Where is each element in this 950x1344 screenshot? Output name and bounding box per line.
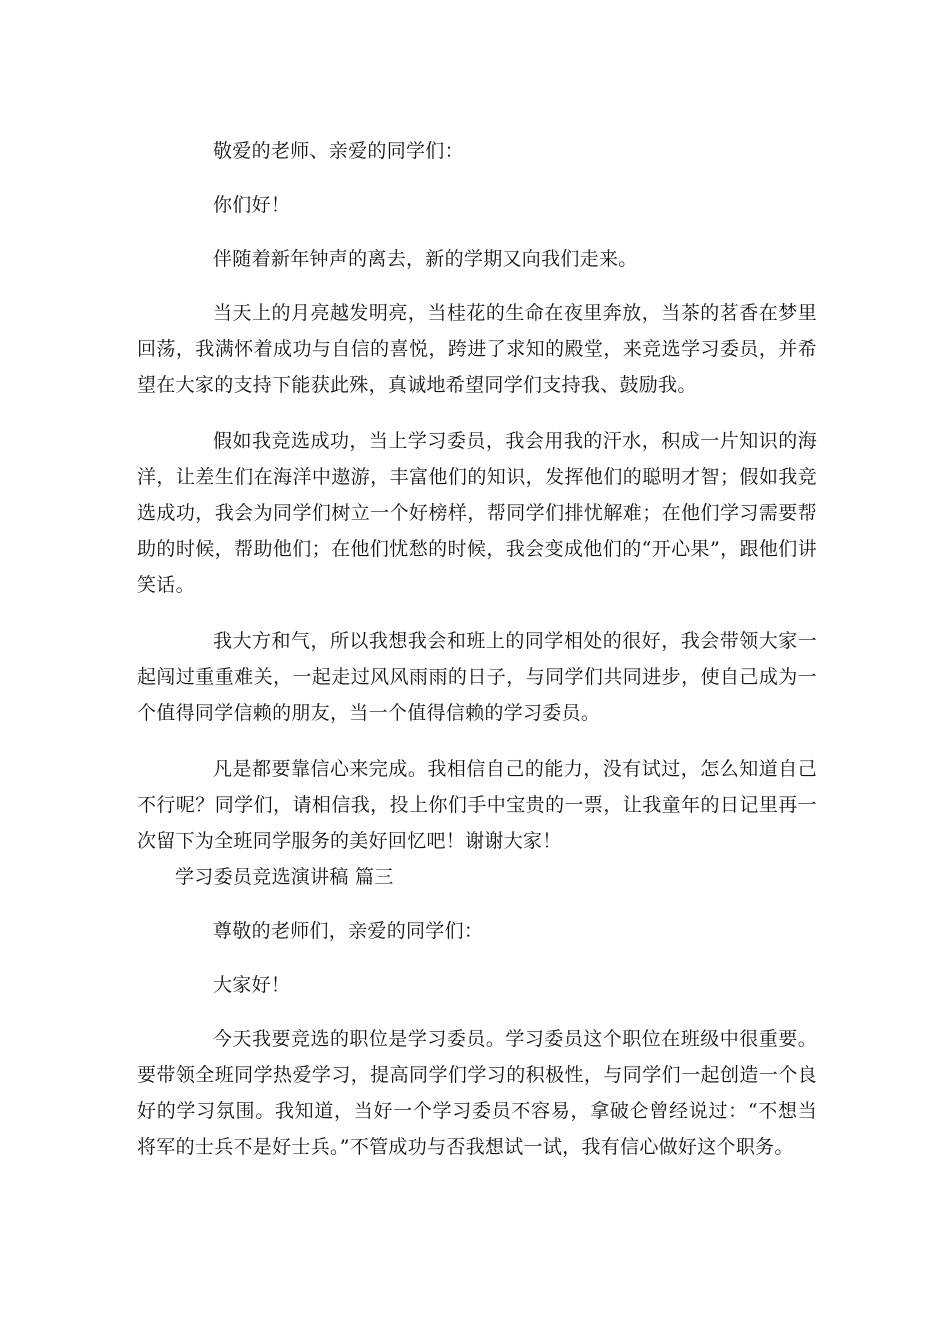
greeting: 你们好！ <box>213 194 291 216</box>
paragraph-intro: 伴随着新年钟声的离去，新的学期又向我们走来。 <box>213 248 638 270</box>
paragraph-5: 今天我要竞选的职位是学习委员。学习委员这个职位在班级中很重要。要带领全班同学热爱学习，提高同学们学习的积极性，与同学们一起创造一个良好的学习氛围。我知道，当好一个学习委员不容易，拿破仑曾经说过：“不想当将军的士兵不是好士兵。”不管成功与否我想试一试，我有信心做好这个职务。 <box>137 1028 817 1158</box>
salutation-2: 尊敬的老师们，亲爱的同学们： <box>213 920 484 942</box>
salutation: 敬爱的老师、亲爱的同学们： <box>213 140 464 162</box>
greeting-2: 大家好！ <box>213 974 291 996</box>
paragraph-4: 凡是都要靠信心来完成。我相信自己的能力，没有试过，怎么知道自己不行呢？同学们，请相信我，投上你们手中宝贵的一票，让我童年的日记里再一次留下为全班同学服务的美好回忆吧！谢谢大家！ <box>137 758 817 852</box>
section-heading: 学习委员竞选演讲稿 篇三 <box>175 866 394 888</box>
paragraph-3: 我大方和气，所以我想我会和班上的同学相处的很好，我会带领大家一起闯过重重难关，一起走过风风雨雨的日子，与同学们共同进步，使自己成为一个值得同学信赖的朋友，当一个值得信赖的学习委员。 <box>137 630 817 724</box>
document-body <box>137 133 817 1165</box>
paragraph-2: 假如我竞选成功，当上学习委员，我会用我的汗水，积成一片知识的海洋，让差生们在海洋中遨游，丰富他们的知识，发挥他们的聪明才智；假如我竞选成功，我会为同学们树立一个好榜样，帮同学们排忧解难；在他们学习需要帮助的时候，帮助他们；在他们忧愁的时候，我会变成他们的“开心果”，跟他们讲笑话。 <box>137 430 817 596</box>
paragraph-1: 当天上的月亮越发明亮，当桂花的生命在夜里奔放，当茶的茗香在梦里回荡，我满怀着成功与自信的喜悦，跨进了求知的殿堂，来竞选学习委员，并希望在大家的支持下能获此殊，真诚地希望同学们支持我、鼓励我。 <box>137 302 817 396</box>
